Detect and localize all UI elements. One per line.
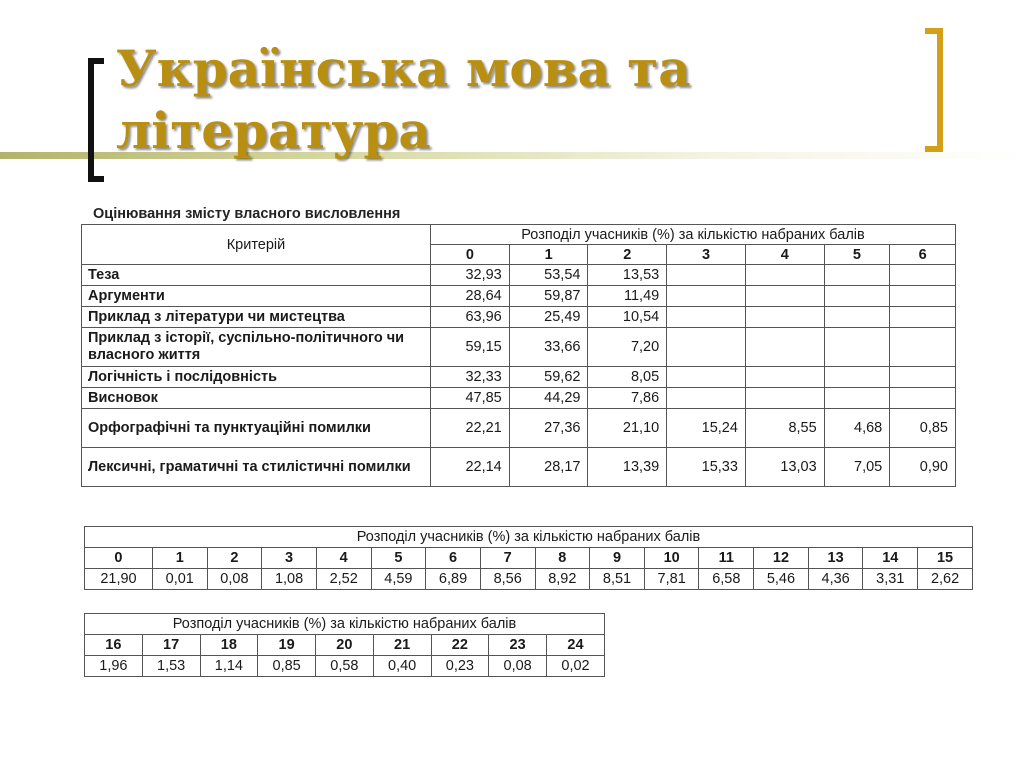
percent-cell: 0,90 xyxy=(890,448,956,487)
criterion-row xyxy=(82,286,956,307)
percent-cell: 0,08 xyxy=(207,569,262,590)
percent-cell: 8,92 xyxy=(535,569,590,590)
percent-cell: 0,85 xyxy=(258,656,316,677)
criterion-header: Критерій xyxy=(82,225,431,265)
score-column-header: 1 xyxy=(509,245,588,265)
score-cell: 2 xyxy=(207,548,262,569)
percent-cell xyxy=(667,307,746,328)
percent-cell: 7,20 xyxy=(588,328,667,367)
criterion-name: Лексичні, граматичні та стилістичні помилки xyxy=(82,448,431,487)
percent-cell xyxy=(745,307,824,328)
criterion-row xyxy=(82,388,956,409)
percent-cell: 0,01 xyxy=(152,569,207,590)
percent-cell: 4,68 xyxy=(824,409,890,448)
percent-cell: 8,05 xyxy=(588,367,667,388)
score-cell: 5 xyxy=(371,548,426,569)
percent-cell: 59,62 xyxy=(509,367,588,388)
total-score-distribution-table-0-15 xyxy=(84,526,973,590)
percent-cell: 13,39 xyxy=(588,448,667,487)
percent-cell xyxy=(667,328,746,367)
score-cell: 21 xyxy=(373,635,431,656)
percent-cell xyxy=(890,307,956,328)
score-cell: 14 xyxy=(863,548,918,569)
score-cell: 11 xyxy=(699,548,754,569)
percent-cell: 27,36 xyxy=(509,409,588,448)
criterion-row xyxy=(82,328,956,367)
distribution-header: Розподіл учасників (%) за кількістю набраних балів xyxy=(85,614,605,635)
criterion-name: Орфографічні та пунктуаційні помилки xyxy=(82,409,431,448)
score-cell: 8 xyxy=(535,548,590,569)
criterion-name: Висновок xyxy=(82,388,431,409)
percent-cell: 8,51 xyxy=(590,569,645,590)
score-column-header: 2 xyxy=(588,245,667,265)
score-cell: 7 xyxy=(480,548,535,569)
percent-cell: 13,53 xyxy=(588,265,667,286)
percent-cell: 13,03 xyxy=(745,448,824,487)
score-cell: 6 xyxy=(426,548,481,569)
left-bracket-decoration xyxy=(88,58,104,182)
score-column-header: 6 xyxy=(890,245,956,265)
percent-cell xyxy=(824,265,890,286)
score-cell: 10 xyxy=(644,548,699,569)
percent-cell: 7,05 xyxy=(824,448,890,487)
percent-cell: 5,46 xyxy=(754,569,809,590)
percent-cell xyxy=(824,307,890,328)
criteria-score-table xyxy=(81,224,956,487)
percent-cell: 6,89 xyxy=(426,569,481,590)
score-cell: 9 xyxy=(590,548,645,569)
percent-cell: 1,08 xyxy=(262,569,317,590)
percent-cell xyxy=(667,388,746,409)
percent-cell xyxy=(667,286,746,307)
percent-cell: 0,58 xyxy=(316,656,374,677)
percent-cell xyxy=(824,388,890,409)
percent-cell: 22,14 xyxy=(431,448,510,487)
percent-row xyxy=(85,656,605,677)
percent-cell: 6,58 xyxy=(699,569,754,590)
score-column-header: 0 xyxy=(431,245,510,265)
score-cell: 17 xyxy=(142,635,200,656)
percent-cell: 59,87 xyxy=(509,286,588,307)
percent-cell: 63,96 xyxy=(431,307,510,328)
slide-title xyxy=(116,38,836,162)
percent-cell: 0,85 xyxy=(890,409,956,448)
percent-cell: 47,85 xyxy=(431,388,510,409)
score-cell: 3 xyxy=(262,548,317,569)
percent-cell: 32,93 xyxy=(431,265,510,286)
percent-cell: 21,90 xyxy=(85,569,153,590)
score-row xyxy=(85,635,605,656)
percent-cell xyxy=(890,328,956,367)
criterion-row xyxy=(82,265,956,286)
slide-title-line-1: Українська мова та xyxy=(116,39,691,98)
criterion-name: Приклад з історії, суспільно-політичного чи власного життя xyxy=(82,328,431,367)
score-cell: 13 xyxy=(808,548,863,569)
score-cell: 0 xyxy=(85,548,153,569)
score-cell: 23 xyxy=(489,635,547,656)
criterion-row xyxy=(82,367,956,388)
table-caption: Оцінювання змісту власного висловлення xyxy=(93,206,401,222)
criteria-rows xyxy=(82,265,956,487)
percent-cell xyxy=(745,286,824,307)
percent-cell: 33,66 xyxy=(509,328,588,367)
percent-cell xyxy=(890,265,956,286)
percent-cell: 10,54 xyxy=(588,307,667,328)
criterion-name: Аргументи xyxy=(82,286,431,307)
percent-cell xyxy=(824,286,890,307)
distribution-header: Розподіл учасників (%) за кількістю набраних балів xyxy=(431,225,956,245)
percent-cell: 0,40 xyxy=(373,656,431,677)
percent-cell: 0,08 xyxy=(489,656,547,677)
percent-cell: 1,14 xyxy=(200,656,258,677)
percent-cell: 32,33 xyxy=(431,367,510,388)
percent-cell xyxy=(745,328,824,367)
percent-cell: 15,33 xyxy=(667,448,746,487)
percent-cell xyxy=(890,388,956,409)
criterion-name: Теза xyxy=(82,265,431,286)
percent-cell: 21,10 xyxy=(588,409,667,448)
criterion-row xyxy=(82,307,956,328)
percent-row xyxy=(85,569,973,590)
criterion-name: Логічність і послідовність xyxy=(82,367,431,388)
percent-cell xyxy=(667,265,746,286)
percent-cell: 4,36 xyxy=(808,569,863,590)
percent-cell xyxy=(890,286,956,307)
score-cell: 15 xyxy=(918,548,973,569)
percent-cell: 44,29 xyxy=(509,388,588,409)
percent-cell: 15,24 xyxy=(667,409,746,448)
score-cell: 4 xyxy=(316,548,371,569)
percent-cell: 2,62 xyxy=(918,569,973,590)
percent-cell: 28,64 xyxy=(431,286,510,307)
percent-cell: 53,54 xyxy=(509,265,588,286)
percent-cell: 25,49 xyxy=(509,307,588,328)
right-bracket-decoration xyxy=(925,28,943,152)
score-column-header: 5 xyxy=(824,245,890,265)
score-cell: 19 xyxy=(258,635,316,656)
percent-cell: 3,31 xyxy=(863,569,918,590)
percent-cell: 8,55 xyxy=(745,409,824,448)
criterion-row xyxy=(82,409,956,448)
score-cell: 16 xyxy=(85,635,143,656)
percent-cell: 8,56 xyxy=(480,569,535,590)
score-cell: 20 xyxy=(316,635,374,656)
percent-cell: 0,02 xyxy=(547,656,605,677)
score-column-header: 3 xyxy=(667,245,746,265)
percent-cell: 28,17 xyxy=(509,448,588,487)
percent-cell xyxy=(667,367,746,388)
percent-cell: 7,81 xyxy=(644,569,699,590)
score-cell: 12 xyxy=(754,548,809,569)
percent-cell: 0,23 xyxy=(431,656,489,677)
score-cell: 1 xyxy=(152,548,207,569)
percent-cell xyxy=(824,328,890,367)
score-cell: 22 xyxy=(431,635,489,656)
percent-cell: 4,59 xyxy=(371,569,426,590)
percent-cell xyxy=(745,367,824,388)
percent-cell xyxy=(745,265,824,286)
score-column-header: 4 xyxy=(745,245,824,265)
percent-cell: 11,49 xyxy=(588,286,667,307)
criterion-name: Приклад з літератури чи мистецтва xyxy=(82,307,431,328)
slide-title-line-2: література xyxy=(116,101,431,160)
percent-cell: 7,86 xyxy=(588,388,667,409)
score-row xyxy=(85,548,973,569)
score-cell: 24 xyxy=(547,635,605,656)
distribution-header: Розподіл учасників (%) за кількістю набраних балів xyxy=(85,527,973,548)
percent-cell: 2,52 xyxy=(316,569,371,590)
percent-cell: 1,96 xyxy=(85,656,143,677)
score-cell: 18 xyxy=(200,635,258,656)
criterion-row xyxy=(82,448,956,487)
percent-cell: 1,53 xyxy=(142,656,200,677)
percent-cell xyxy=(824,367,890,388)
percent-cell: 59,15 xyxy=(431,328,510,367)
percent-cell: 22,21 xyxy=(431,409,510,448)
total-score-distribution-table-16-24 xyxy=(84,613,605,677)
percent-cell xyxy=(890,367,956,388)
percent-cell xyxy=(745,388,824,409)
